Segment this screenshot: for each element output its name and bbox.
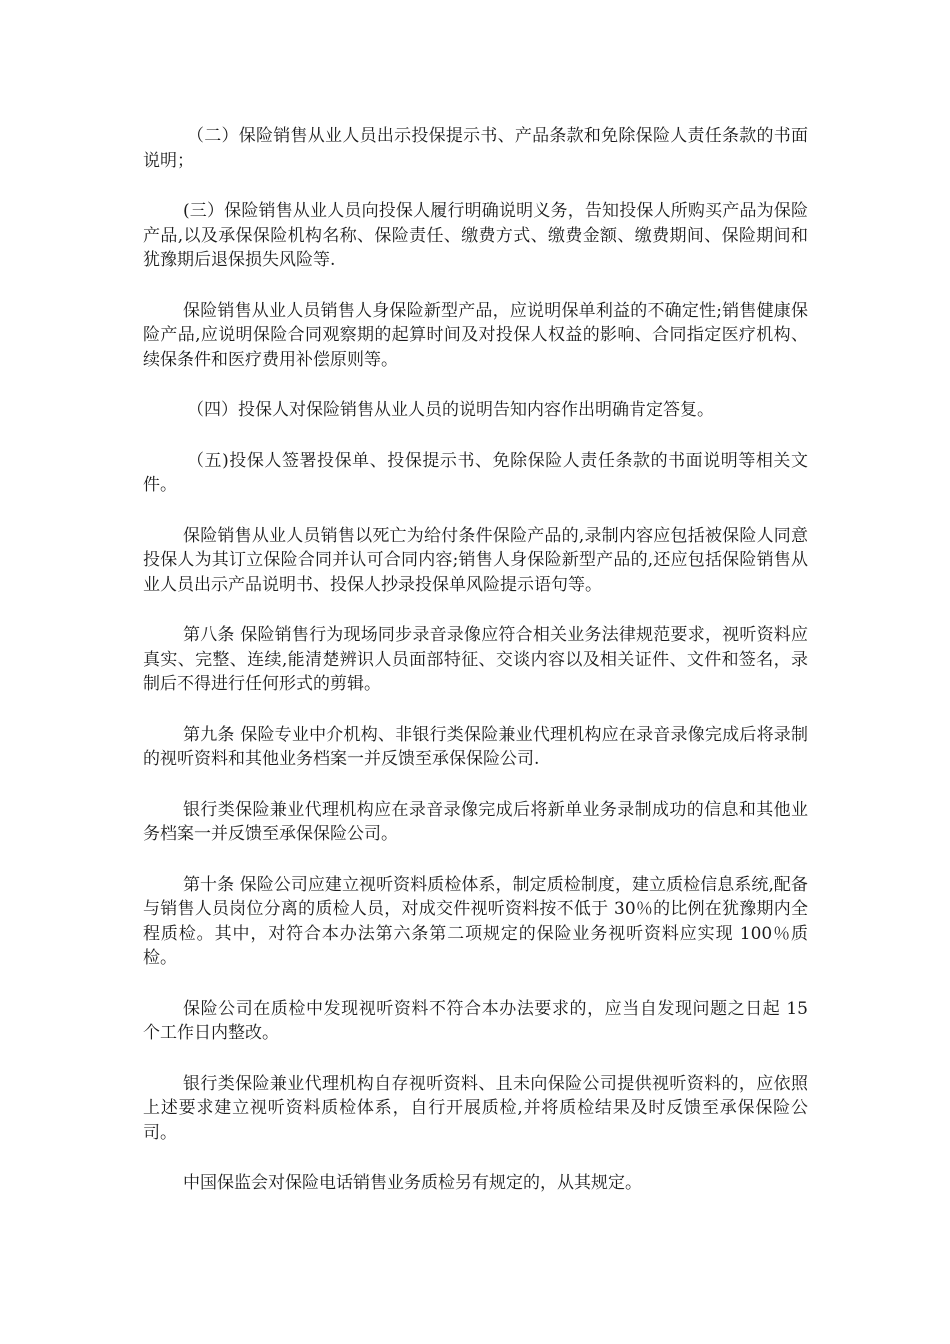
paragraph-item-5: （五)投保人签署投保单、投保提示书、免除保险人责任条款的书面说明等相关文件。	[143, 450, 808, 495]
document-body	[143, 124, 808, 1222]
paragraph-circ-telephone-sales: 中国保监会对保险电话销售业务质检另有规定的，从其规定。	[183, 1173, 642, 1193]
paragraph-article-8: 第八条 保险销售行为现场同步录音录像应符合相关业务法律规范要求，视听资料应真实、完整、连续,能清楚辨识人员面部特征、交谈内容以及相关证件、文件和签名，录制后不得进行任何形式的剪辑。	[143, 625, 808, 694]
paragraph-bank-agency-self-storage: 银行类保险兼业代理机构自存视听资料、且未向保险公司提供视听资料的，应依照上述要求建立视听资料质检体系，自行开展质检,并将质检结果及时反馈至承保保险公司。	[143, 1073, 808, 1143]
paragraph-article-9: 第九条 保险专业中介机构、非银行类保险兼业代理机构应在录音录像完成后将录制的视听资料和其他业务档案一并反馈至承保保险公司.	[143, 724, 808, 769]
paragraph-item-2: （二）保险销售从业人员出示投保提示书、产品条款和免除保险人责任条款的书面说明；	[143, 126, 808, 171]
paragraph-item-3: (三）保险销售从业人员向投保人履行明确说明义务，告知投保人所购买产品为保险产品,以及承保保险机构名称、保险责任、缴费方式、缴费金额、缴费期间、保险期间和犹豫期后退保损失风险等.	[143, 201, 808, 270]
paragraph-rectification: 保险公司在质检中发现视听资料不符合本办法要求的，应当自发现问题之日起 15 个工作日内整改。	[143, 998, 808, 1043]
paragraph-item-4: （四）投保人对保险销售从业人员的说明告知内容作出明确肯定答复。	[187, 400, 714, 420]
paragraph-death-benefit-recording: 保险销售从业人员销售以死亡为给付条件保险产品的,录制内容应包括被保险人同意投保人为其订立保险合同并认可合同内容;销售人身保险新型产品的,还应包括保险销售从业人员出示产品说明书、投保人抄录投保单风险提示语句等。	[143, 525, 808, 595]
paragraph-article-10: 第十条 保险公司应建立视听资料质检体系，制定质检制度，建立质检信息系统,配备与销售人员岗位分离的质检人员，对成交件视听资料按不低于 30％的比例在犹豫期内全程质检。其中，对符合本办法第六条第二项规定的保险业务视听资料应实现 100％质检。	[143, 874, 808, 968]
paragraph-new-product-explanation: 保险销售从业人员销售人身保险新型产品，应说明保单利益的不确定性;销售健康保险产品,应说明保险合同观察期的起算时间及对投保人权益的影响、合同指定医疗机构、续保条件和医疗费用补偿原则等。	[143, 300, 808, 370]
paragraph-bank-agency-feedback: 银行类保险兼业代理机构应在录音录像完成后将新单业务录制成功的信息和其他业务档案一并反馈至承保保险公司。	[143, 799, 808, 844]
